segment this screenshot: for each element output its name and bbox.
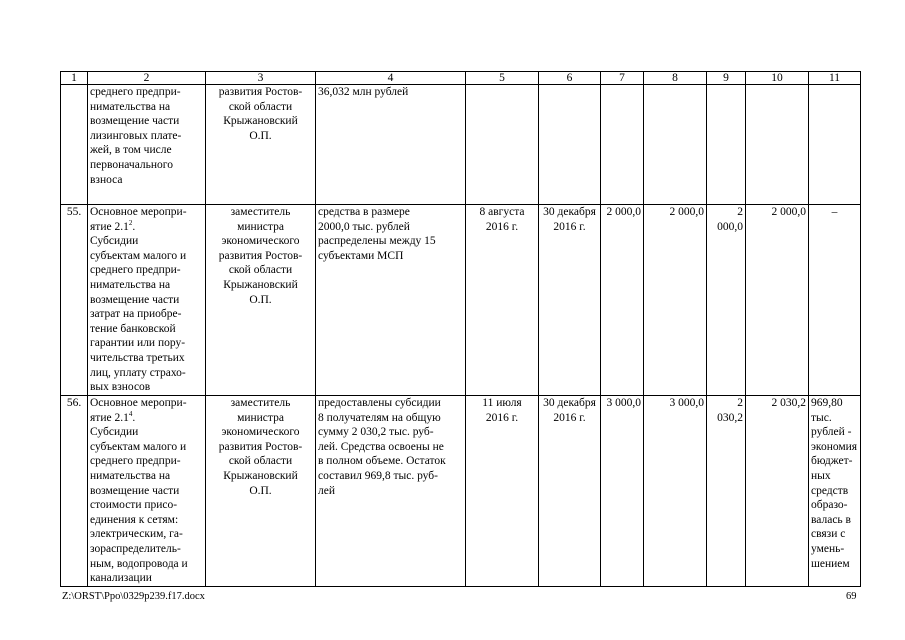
header-row bbox=[61, 72, 861, 85]
value-cell-9: 2 030,2 bbox=[707, 396, 746, 587]
value-cell-8: 3 000,0 bbox=[644, 396, 707, 587]
row-number: 56. bbox=[61, 396, 88, 587]
column-header: 5 bbox=[466, 72, 539, 85]
row-number: 55. bbox=[61, 205, 88, 396]
measure-text: . Субсидии субъектам малого и среднего предпри- нимательства на возмещение части затрат на приобре- тение банковской гарантии или пору- чительства третьих лиц, уплату страхо- вых взносов bbox=[90, 220, 187, 394]
start-date-cell: 11 июля 2016 г. bbox=[466, 396, 539, 587]
measure-cell bbox=[88, 205, 206, 396]
table-row bbox=[61, 396, 861, 587]
measure-cell bbox=[88, 85, 206, 205]
start-date-cell bbox=[466, 85, 539, 205]
note-cell: 969,80 тыс. рублей - экономия бюджет- ных средств образо- валась в связи с умень- шением bbox=[809, 396, 861, 587]
value-cell-10: 2 030,2 bbox=[746, 396, 809, 587]
measure-text: Основное меропри- ятие 2.1 bbox=[90, 397, 187, 424]
value-cell-9 bbox=[707, 85, 746, 205]
column-header: 7 bbox=[601, 72, 644, 85]
value-cell-8 bbox=[644, 85, 707, 205]
report-table bbox=[60, 71, 861, 587]
start-date-cell: 8 августа 2016 г. bbox=[466, 205, 539, 396]
value-cell-7: 3 000,0 bbox=[601, 396, 644, 587]
value-cell-10 bbox=[746, 85, 809, 205]
result-cell: 36,032 млн рублей bbox=[316, 85, 466, 205]
value-cell-8: 2 000,0 bbox=[644, 205, 707, 396]
measure-text: среднего предпри- нимательства на возмещение части лизинговых плате- жей, в том числе первоначального взноса bbox=[90, 86, 182, 186]
value-cell-7 bbox=[601, 85, 644, 205]
column-header: 3 bbox=[206, 72, 316, 85]
file-path: Z:\ORST\Ppo\0329p239.f17.docx bbox=[62, 591, 205, 602]
footnote-mark: 2 bbox=[128, 218, 133, 227]
table-row bbox=[61, 205, 861, 396]
measure-text: Основное меропри- ятие 2.1 bbox=[90, 206, 187, 233]
column-header: 8 bbox=[644, 72, 707, 85]
result-cell: средства в размере 2000,0 тыс. рублей распределены между 15 субъектами МСП bbox=[316, 205, 466, 396]
measure-cell bbox=[88, 396, 206, 587]
column-header: 1 bbox=[61, 72, 88, 85]
column-header: 10 bbox=[746, 72, 809, 85]
result-cell: предоставлены субсидии 8 получателям на общую сумму 2 030,2 тыс. руб- лей. Средства освоены не в полном объеме. Остаток составил 969,8 тыс. руб- лей bbox=[316, 396, 466, 587]
column-header: 4 bbox=[316, 72, 466, 85]
measure-text: . Субсидии субъектам малого и среднего предпри- нимательства на возмещение части стоимости присо- единения к сетям: электрическим, га- зораспределитель- ным, водопровода и канализации bbox=[90, 411, 188, 585]
value-cell-9: 2 000,0 bbox=[707, 205, 746, 396]
end-date-cell: 30 декабря 2016 г. bbox=[539, 396, 601, 587]
page-number: 69 bbox=[846, 591, 857, 602]
note-cell: – bbox=[809, 205, 861, 396]
end-date-cell: 30 декабря 2016 г. bbox=[539, 205, 601, 396]
row-number bbox=[61, 85, 88, 205]
table-row bbox=[61, 85, 861, 205]
end-date-cell bbox=[539, 85, 601, 205]
value-cell-7: 2 000,0 bbox=[601, 205, 644, 396]
column-header: 11 bbox=[809, 72, 861, 85]
footnote-mark: 4 bbox=[128, 409, 133, 418]
responsible-cell: развития Ростов- ской области Крыжановский О.П. bbox=[206, 85, 316, 205]
column-header: 2 bbox=[88, 72, 206, 85]
column-header: 6 bbox=[539, 72, 601, 85]
value-cell-10: 2 000,0 bbox=[746, 205, 809, 396]
column-header: 9 bbox=[707, 72, 746, 85]
note-cell bbox=[809, 85, 861, 205]
responsible-cell: заместитель министра экономического развития Ростов- ской области Крыжановский О.П. bbox=[206, 396, 316, 587]
responsible-cell: заместитель министра экономического развития Ростов- ской области Крыжановский О.П. bbox=[206, 205, 316, 396]
